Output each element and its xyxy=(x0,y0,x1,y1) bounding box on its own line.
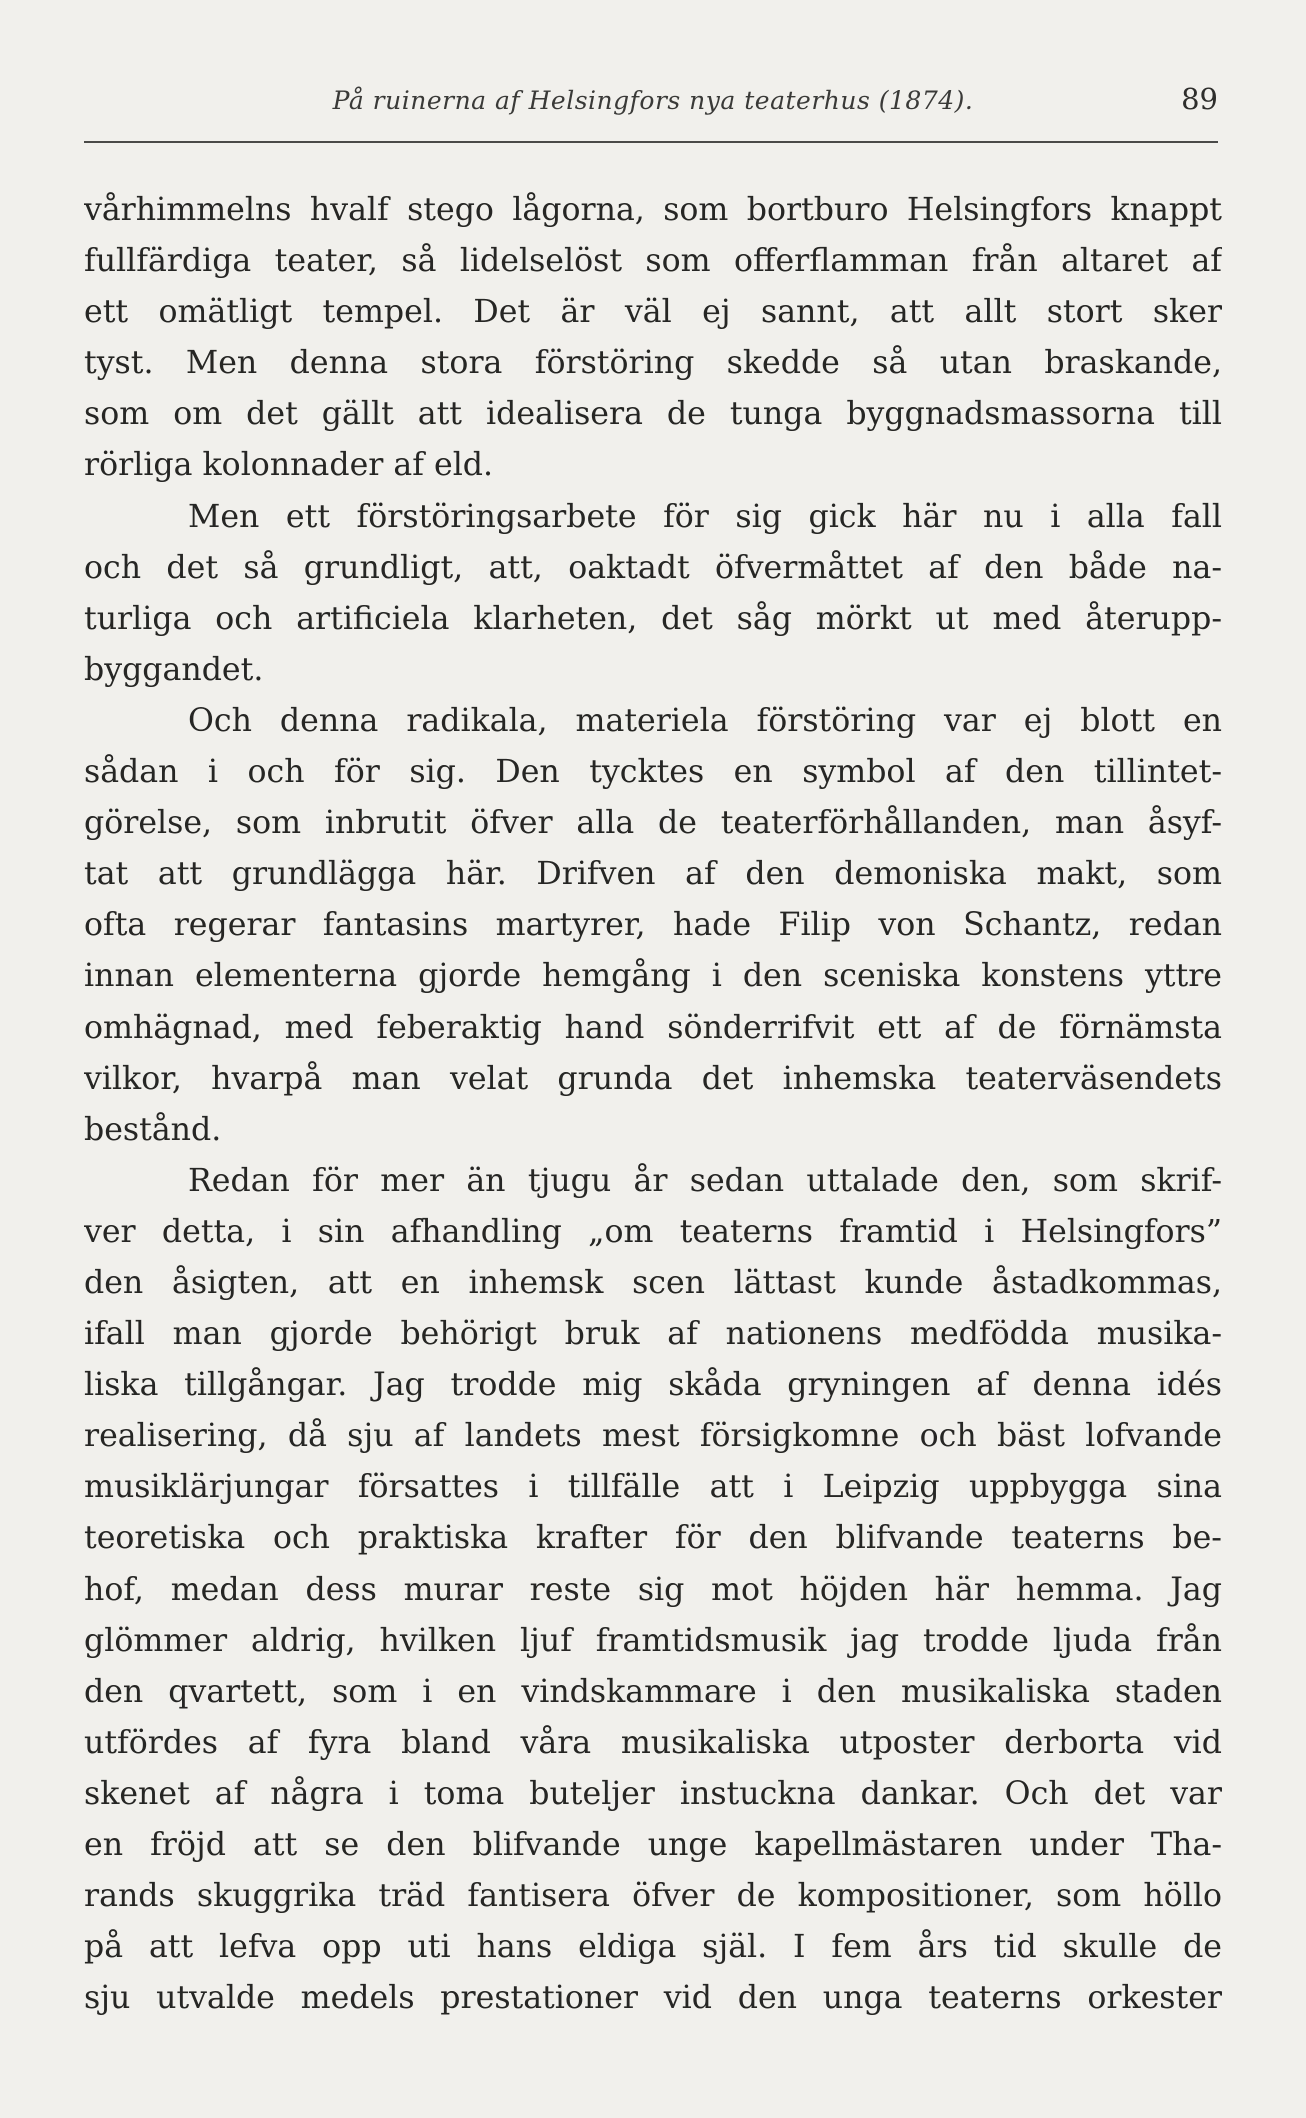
text-line: fullfärdiga teater, så lidelselöst som offerflamman från altaret af xyxy=(84,243,1222,280)
text-line: innan elementerna gjorde hemgång i den sceniska konstens yttre xyxy=(84,958,1222,995)
text-line: den åsigten, att en inhemsk scen lättast kunde åstadkommas, xyxy=(84,1264,1222,1301)
text-line: och det så grundligt, att, oaktadt öfvermåttet af den både na- xyxy=(84,549,1222,586)
text-line: ifall man gjorde behörigt bruk af nationens medfödda musika- xyxy=(84,1316,1222,1353)
text-line: utfördes af fyra bland våra musikaliska utposter derborta vid xyxy=(84,1724,1222,1761)
text-line: på att lefva opp uti hans eldiga själ. I fem års tid skulle de xyxy=(84,1929,1222,1966)
text-line: ett omätligt tempel. Det är väl ej sannt, att allt stort sker xyxy=(84,294,1222,331)
text-line: teoretiska och praktiska krafter för den blifvande teaterns be- xyxy=(84,1520,1222,1557)
text-line: liska tillgångar. Jag trodde mig skåda gryningen af denna idés xyxy=(84,1367,1222,1404)
text-line: hof, medan dess murar reste sig mot höjden här hemma. Jag xyxy=(84,1571,1222,1608)
text-line: tat att grundlägga här. Drifven af den demoniska makt, som xyxy=(84,856,1222,893)
text-line: turliga och artificiela klarheten, det såg mörkt ut med återupp- xyxy=(84,600,1222,637)
text-line: Redan för mer än tjugu år sedan uttalade den, som skrif- xyxy=(188,1162,1222,1199)
text-line: som om det gällt att idealisera de tunga byggnadsmassorna till xyxy=(84,396,1222,433)
text-line: vårhimmelns hvalf stego lågorna, som bortburo Helsingfors knappt xyxy=(84,192,1222,228)
text-line: bestånd. xyxy=(84,1111,222,1148)
text-line: skenet af några i toma buteljer instuckna dankar. Och det var xyxy=(84,1775,1222,1812)
text-line: rands skuggrika träd fantisera öfver de kompositioner, som höllo xyxy=(84,1878,1222,1915)
text-line: Men ett förstöringsarbete för sig gick här nu i alla fall xyxy=(188,498,1222,535)
text-line: omhägnad, med feberaktig hand sönderrifvit ett af de förnämsta xyxy=(84,1009,1222,1046)
text-line: byggandet. xyxy=(84,651,264,688)
text-line: sju utvalde medels prestationer vid den unga teaterns orkester xyxy=(84,1980,1222,2017)
running-title: På ruinerna af Helsingfors nya teaterhus (1874). xyxy=(332,86,974,115)
text-line: ver detta, i sin afhandling „om teaterns framtid i Helsingfors” xyxy=(84,1213,1222,1250)
text-line: realisering, då sju af landets mest försigkomne och bäst lofvande xyxy=(84,1418,1222,1455)
text-line: vilkor, hvarpå man velat grunda det inhemska teaterväsendets xyxy=(84,1060,1222,1097)
body-text xyxy=(84,185,1222,2024)
text-line: tyst. Men denna stora förstöring skedde så utan braskande, xyxy=(84,345,1222,382)
page-header xyxy=(84,80,1222,130)
header-rule xyxy=(84,141,1218,143)
text-line: en fröjd att se den blifvande unge kapellmästaren under Tha- xyxy=(84,1827,1222,1863)
text-line: rörliga kolonnader af eld. xyxy=(84,447,494,484)
text-line: Och denna radikala, materiela förstöring var ej blott en xyxy=(188,702,1222,739)
text-line: ofta regerar fantasins martyrer, hade Filip von Schantz, redan xyxy=(84,907,1222,944)
page-number: 89 xyxy=(1181,82,1218,116)
text-line: sådan i och för sig. Den tycktes en symbol af den tillintet- xyxy=(84,754,1222,791)
text-line: görelse, som inbrutit öfver alla de teaterförhållanden, man åsyf- xyxy=(84,805,1222,842)
text-line: glömmer aldrig, hvilken ljuf framtidsmusik jag trodde ljuda från xyxy=(84,1622,1222,1659)
text-line: den qvartett, som i en vindskammare i den musikaliska staden xyxy=(84,1673,1222,1710)
text-line: musiklärjungar försattes i tillfälle att i Leipzig uppbygga sina xyxy=(84,1469,1222,1506)
